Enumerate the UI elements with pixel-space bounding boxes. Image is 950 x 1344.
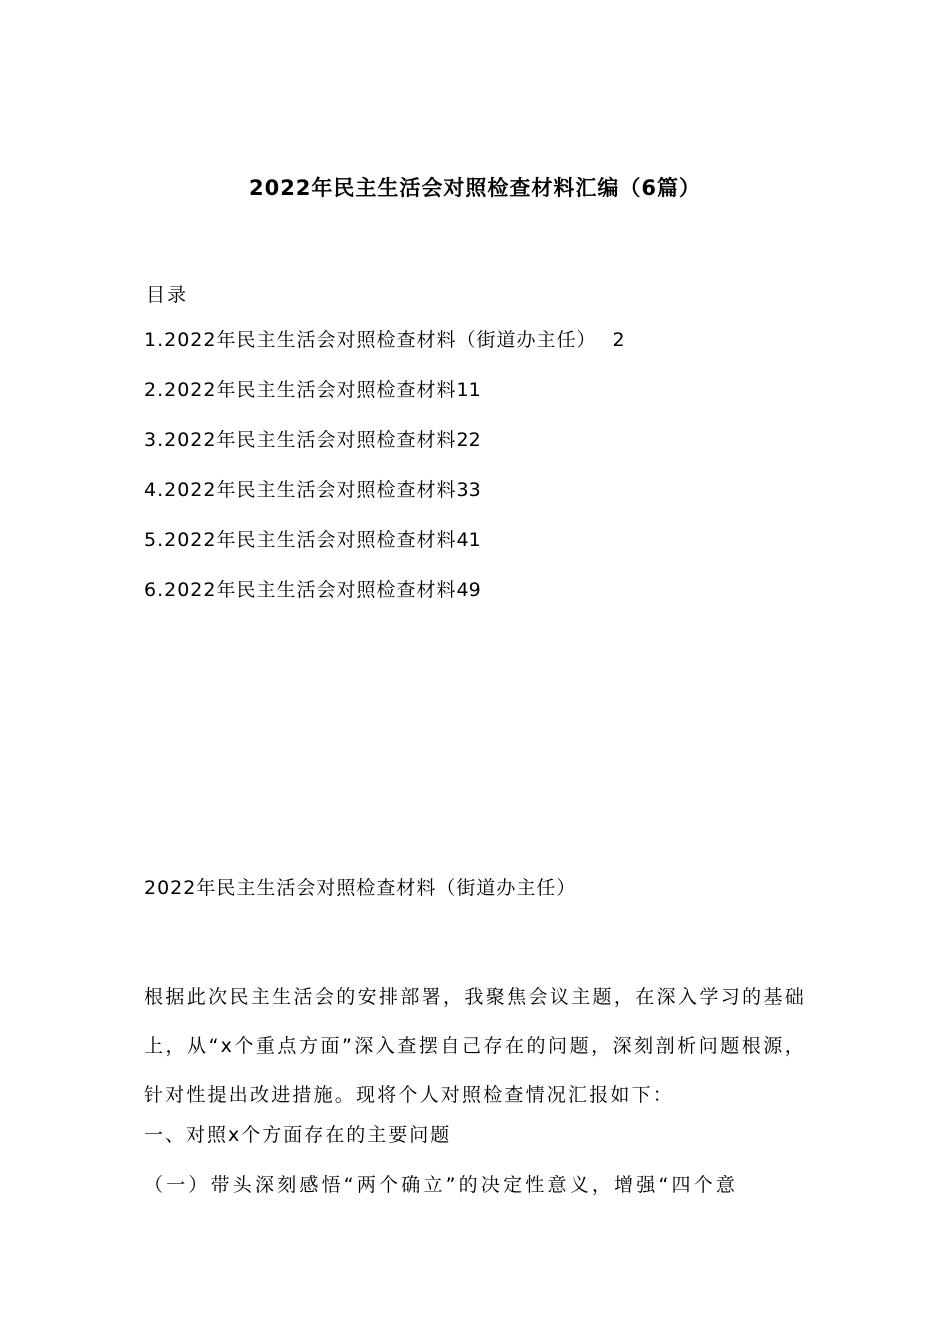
toc-item-2[interactable] — [144, 376, 625, 426]
toc-item-1[interactable] — [144, 326, 625, 376]
toc-item-3[interactable] — [144, 426, 625, 476]
toc-item-5[interactable] — [144, 526, 625, 576]
toc-item-page: 49 — [456, 579, 481, 601]
toc-item-page: 11 — [456, 379, 481, 401]
toc-item-label: 2.2022年民主生活会对照检查材料 — [144, 379, 457, 401]
section-title: 2022年民主生活会对照检查材料（街道办主任） — [144, 877, 577, 899]
toc-item-label: 3.2022年民主生活会对照检查材料 — [144, 429, 457, 451]
toc-item-4[interactable] — [144, 476, 625, 526]
toc-item-label: 5.2022年民主生活会对照检查材料 — [144, 529, 457, 551]
toc-item-label: 4.2022年民主生活会对照检查材料 — [144, 479, 457, 501]
toc-item-label: 6.2022年民主生活会对照检查材料 — [144, 579, 457, 601]
heading-level-2: （一）带头深刻感悟“两个确立”的决定性意义，增强“四个意 — [144, 1174, 739, 1196]
heading-level-1: 一、对照x个方面存在的主要问题 — [144, 1124, 452, 1146]
document-title: 2022年民主生活会对照检查材料汇编（6篇） — [248, 176, 702, 200]
toc-item-page: 41 — [456, 529, 481, 551]
intro-paragraph: 根据此次民主生活会的安排部署，我聚焦会议主题，在深入学习的基础上，从“x个重点方面”深入查摆自己存在的问题，深刻剖析问题根源，针对性提出改进措施。现将个人对照检查情况汇报如下： — [144, 986, 806, 1106]
toc-heading: 目录 — [146, 284, 189, 306]
toc-item-label: 1.2022年民主生活会对照检查材料（街道办主任） — [144, 329, 597, 351]
toc-item-page: 2 — [612, 329, 625, 351]
toc-item-6[interactable] — [144, 576, 625, 626]
table-of-contents — [144, 326, 625, 626]
toc-item-page: 22 — [456, 429, 481, 451]
toc-item-page: 33 — [456, 479, 481, 501]
